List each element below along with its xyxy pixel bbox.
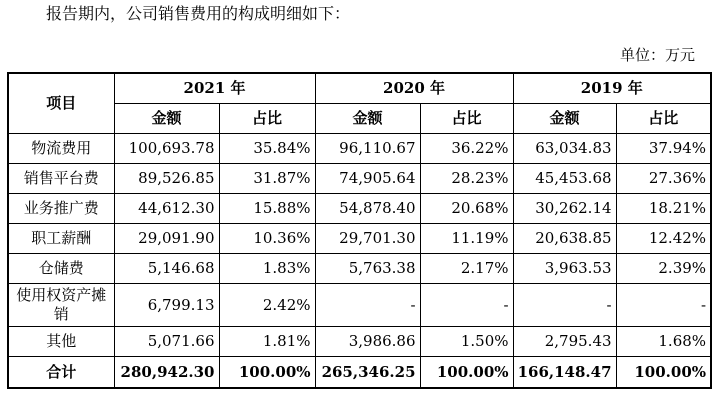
- total-amount-2021: 280,942.30: [114, 356, 219, 388]
- amount-2021: 100,693.78: [114, 133, 219, 163]
- year-header-2021: 2021 年: [114, 73, 315, 103]
- amount-2020: 3,986.86: [315, 326, 420, 356]
- amount-header-2019: 金额: [513, 103, 616, 133]
- total-amount-2020: 265,346.25: [315, 356, 420, 388]
- ratio-header-2020: 占比: [420, 103, 513, 133]
- table-row: [8, 326, 711, 356]
- ratio-2021: 1.83%: [219, 253, 315, 283]
- ratio-2020: 36.22%: [420, 133, 513, 163]
- amount-2020: 29,701.30: [315, 223, 420, 253]
- row-label: 其他: [8, 326, 114, 356]
- row-label: 仓储费: [8, 253, 114, 283]
- ratio-2019: 18.21%: [616, 193, 711, 223]
- amount-2020: -: [315, 283, 420, 326]
- row-label: 销售平台费: [8, 163, 114, 193]
- ratio-2020: 2.17%: [420, 253, 513, 283]
- ratio-2020: 1.50%: [420, 326, 513, 356]
- amount-2020: 54,878.40: [315, 193, 420, 223]
- amount-2021: 6,799.13: [114, 283, 219, 326]
- total-ratio-2019: 100.00%: [616, 356, 711, 388]
- ratio-2021: 1.81%: [219, 326, 315, 356]
- total-label: 合计: [8, 356, 114, 388]
- table-row: [8, 133, 711, 163]
- amount-2021: 89,526.85: [114, 163, 219, 193]
- amount-2021: 29,091.90: [114, 223, 219, 253]
- ratio-2021: 31.87%: [219, 163, 315, 193]
- total-ratio-2021: 100.00%: [219, 356, 315, 388]
- amount-2019: 20,638.85: [513, 223, 616, 253]
- table-row: [8, 163, 711, 193]
- amount-2019: 45,453.68: [513, 163, 616, 193]
- ratio-2021: 15.88%: [219, 193, 315, 223]
- ratio-2019: 37.94%: [616, 133, 711, 163]
- amount-2019: 63,034.83: [513, 133, 616, 163]
- ratio-header-2021: 占比: [219, 103, 315, 133]
- row-label: 物流费用: [8, 133, 114, 163]
- amount-2021: 5,071.66: [114, 326, 219, 356]
- ratio-2019: 2.39%: [616, 253, 711, 283]
- ratio-2019: 1.68%: [616, 326, 711, 356]
- ratio-header-2019: 占比: [616, 103, 711, 133]
- ratio-2019: -: [616, 283, 711, 326]
- amount-2020: 5,763.38: [315, 253, 420, 283]
- row-label: 使用权资产摊销: [8, 283, 114, 326]
- ratio-2020: 11.19%: [420, 223, 513, 253]
- amount-2019: 3,963.53: [513, 253, 616, 283]
- amount-2020: 74,905.64: [315, 163, 420, 193]
- table-row: [8, 253, 711, 283]
- ratio-2019: 27.36%: [616, 163, 711, 193]
- amount-header-2020: 金额: [315, 103, 420, 133]
- amount-2019: -: [513, 283, 616, 326]
- ratio-2021: 10.36%: [219, 223, 315, 253]
- ratio-2021: 2.42%: [219, 283, 315, 326]
- year-header-2020: 2020 年: [315, 73, 513, 103]
- amount-2021: 44,612.30: [114, 193, 219, 223]
- total-amount-2019: 166,148.47: [513, 356, 616, 388]
- year-header-2019: 2019 年: [513, 73, 711, 103]
- amount-2019: 2,795.43: [513, 326, 616, 356]
- amount-2019: 30,262.14: [513, 193, 616, 223]
- table-row: [8, 283, 711, 326]
- table-row: [8, 193, 711, 223]
- amount-header-2021: 金额: [114, 103, 219, 133]
- ratio-2020: 28.23%: [420, 163, 513, 193]
- item-header: 项目: [8, 73, 114, 133]
- intro-paragraph: 报告期内，公司销售费用的构成明细如下：: [46, 4, 351, 23]
- amount-2021: 5,146.68: [114, 253, 219, 283]
- ratio-2020: 20.68%: [420, 193, 513, 223]
- table-row: [8, 223, 711, 253]
- total-ratio-2020: 100.00%: [420, 356, 513, 388]
- unit-label: 单位：万元: [619, 46, 695, 64]
- row-label: 业务推广费: [8, 193, 114, 223]
- row-label: 职工薪酬: [8, 223, 114, 253]
- ratio-2021: 35.84%: [219, 133, 315, 163]
- total-row: [8, 356, 711, 388]
- amount-2020: 96,110.67: [315, 133, 420, 163]
- sales-expense-table: [7, 72, 712, 389]
- ratio-2019: 12.42%: [616, 223, 711, 253]
- ratio-2020: -: [420, 283, 513, 326]
